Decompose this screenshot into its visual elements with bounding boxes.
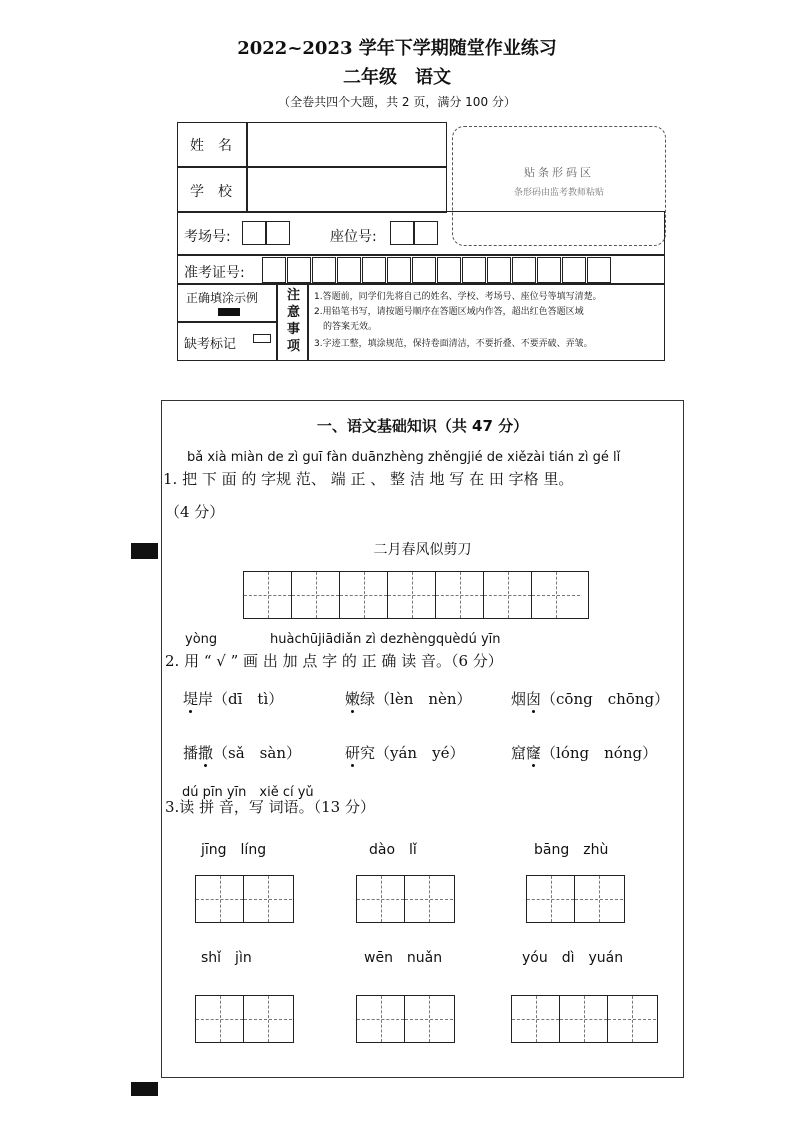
page-subtitle: 二年级 语文 (343, 67, 451, 88)
q2-pinyin-b: huàchūjiādiǎn zì dezhèngquèdú yīn (270, 632, 501, 647)
grid-cell (244, 996, 292, 1042)
ticket-box-9[interactable] (462, 257, 486, 283)
grid-cell (436, 572, 484, 618)
ticket-box-5[interactable] (362, 257, 386, 283)
rule-2: 2.用铅笔书写，请按题号顺序在答题区域内作答，超出红色答题区域 (314, 307, 584, 317)
q3-word-5-pinyin: wēn nuǎn (364, 950, 443, 966)
q2-option-5[interactable]: 研究（yán yé） (345, 744, 465, 762)
q3-word-2-grid[interactable] (356, 875, 455, 923)
section-heading: 一、语文基础知识（共 47 分） (316, 417, 529, 435)
grid-cell (357, 996, 405, 1042)
q3-word-4-pinyin: shǐ jìn (201, 950, 252, 966)
q3-word-3-grid[interactable] (526, 875, 625, 923)
q2-option-4[interactable]: 播撒（sǎ sàn） (183, 744, 301, 762)
barcode-subtitle: 条形码由监考教师粘贴 (513, 188, 604, 198)
q2-option-6[interactable]: 窟窿（lóng nóng） (511, 744, 658, 762)
q1-writing-grid[interactable] (243, 571, 589, 619)
barcode-title: 贴条形码区 (524, 166, 594, 179)
grid-cell (512, 996, 560, 1042)
room-label: 考场号: (184, 229, 231, 245)
filled-mark-sample (218, 308, 240, 316)
grid-cell (575, 876, 623, 922)
ticket-box-12[interactable] (537, 257, 561, 283)
ticket-box-6[interactable] (387, 257, 411, 283)
grid-cell (244, 876, 292, 922)
q3-word-6-pinyin: yóu dì yuán (522, 950, 624, 966)
q3-word-3-pinyin: bāng zhù (534, 842, 609, 858)
name-field[interactable] (246, 122, 447, 168)
scan-marker-bottom (131, 1082, 158, 1096)
absent-checkbox[interactable] (253, 334, 271, 343)
ticket-box-7[interactable] (412, 257, 436, 283)
fill-example-label: 正确填涂示例 (186, 291, 259, 305)
absent-label: 缺考标记 (184, 337, 237, 352)
grid-cell (527, 876, 575, 922)
q3-word-1-grid[interactable] (195, 875, 294, 923)
grid-cell (388, 572, 436, 618)
q2-text: 2. 用 “ √ ” 画 出 加 点 字 的 正 确 读 音。（6 分） (165, 652, 503, 670)
rule-2-cont: 的答案无效。 (314, 322, 378, 332)
grid-cell (340, 572, 388, 618)
school-label: 学 校 (190, 184, 232, 200)
page-note: （全卷共四个大题，共 2 页，满分 100 分） (278, 95, 516, 109)
q3-text: 3.读 拼 音，写 词语。（13 分） (165, 798, 375, 816)
q2-option-3[interactable]: 烟囱（cōng chōng） (511, 690, 670, 708)
school-field[interactable] (246, 166, 447, 213)
q2-option-2[interactable]: 嫩绿（lèn nèn） (345, 690, 472, 708)
room-box-1[interactable] (242, 221, 266, 245)
ticket-box-13[interactable] (562, 257, 586, 283)
rule-1: 1.答题前，同学们先将自己的姓名、学校、考场号、座位号等填写清楚。 (314, 292, 602, 302)
ticket-box-14[interactable] (587, 257, 611, 283)
rule-3: 3.字迹工整，填涂规范，保持卷面清洁，不要折叠、不要弄破、弄皱。 (314, 339, 593, 349)
q3-word-1-pinyin: jīng líng (201, 842, 267, 858)
grid-cell (292, 572, 340, 618)
scan-marker-top (131, 543, 158, 559)
q2-pinyin-a: yòng (185, 632, 218, 647)
room-box-2[interactable] (266, 221, 290, 245)
q3-word-2-pinyin: dào lǐ (369, 842, 417, 858)
q1-text: 1. 把 下 面 的 字规 范、 端 正 、 整 洁 地 写 在 田 字格 里。 (163, 470, 574, 488)
grid-cell (560, 996, 608, 1042)
seat-box-2[interactable] (414, 221, 438, 245)
grid-cell (357, 876, 405, 922)
ticket-box-10[interactable] (487, 257, 511, 283)
seat-box-1[interactable] (390, 221, 414, 245)
ticket-box-1[interactable] (262, 257, 286, 283)
ticket-box-11[interactable] (512, 257, 536, 283)
grid-cell (196, 876, 244, 922)
notice-label: 注 意 事 项 (287, 288, 301, 354)
page-title: 2022~2023 学年下学期随堂作业练习 (237, 38, 557, 59)
q1-score: （4 分） (165, 503, 225, 521)
seat-label: 座位号: (330, 229, 377, 245)
ticket-box-4[interactable] (337, 257, 361, 283)
name-label: 姓 名 (190, 138, 232, 154)
q1-pinyin: bǎ xià miàn de zì guī fàn duānzhèng zhěngjié de xiězài tián zì gé lǐ (187, 450, 621, 465)
grid-cell (532, 572, 580, 618)
grid-cell (244, 572, 292, 618)
q3-word-4-grid[interactable] (195, 995, 294, 1043)
q3-pinyin: dú pīn yīn xiě cí yǔ (182, 785, 314, 800)
ticket-box-2[interactable] (287, 257, 311, 283)
ticket-label: 准考证号: (184, 265, 245, 281)
grid-cell (196, 996, 244, 1042)
grid-cell (405, 996, 453, 1042)
q1-phrase: 二月春风似剪刀 (373, 542, 472, 558)
ticket-box-3[interactable] (312, 257, 336, 283)
q2-option-1[interactable]: 堤岸（dī tì） (183, 690, 284, 708)
section-frame (161, 400, 684, 1078)
ticket-box-8[interactable] (437, 257, 461, 283)
q3-word-6-grid[interactable] (511, 995, 658, 1043)
grid-cell (405, 876, 453, 922)
grid-cell (484, 572, 532, 618)
q3-word-5-grid[interactable] (356, 995, 455, 1043)
grid-cell (608, 996, 656, 1042)
